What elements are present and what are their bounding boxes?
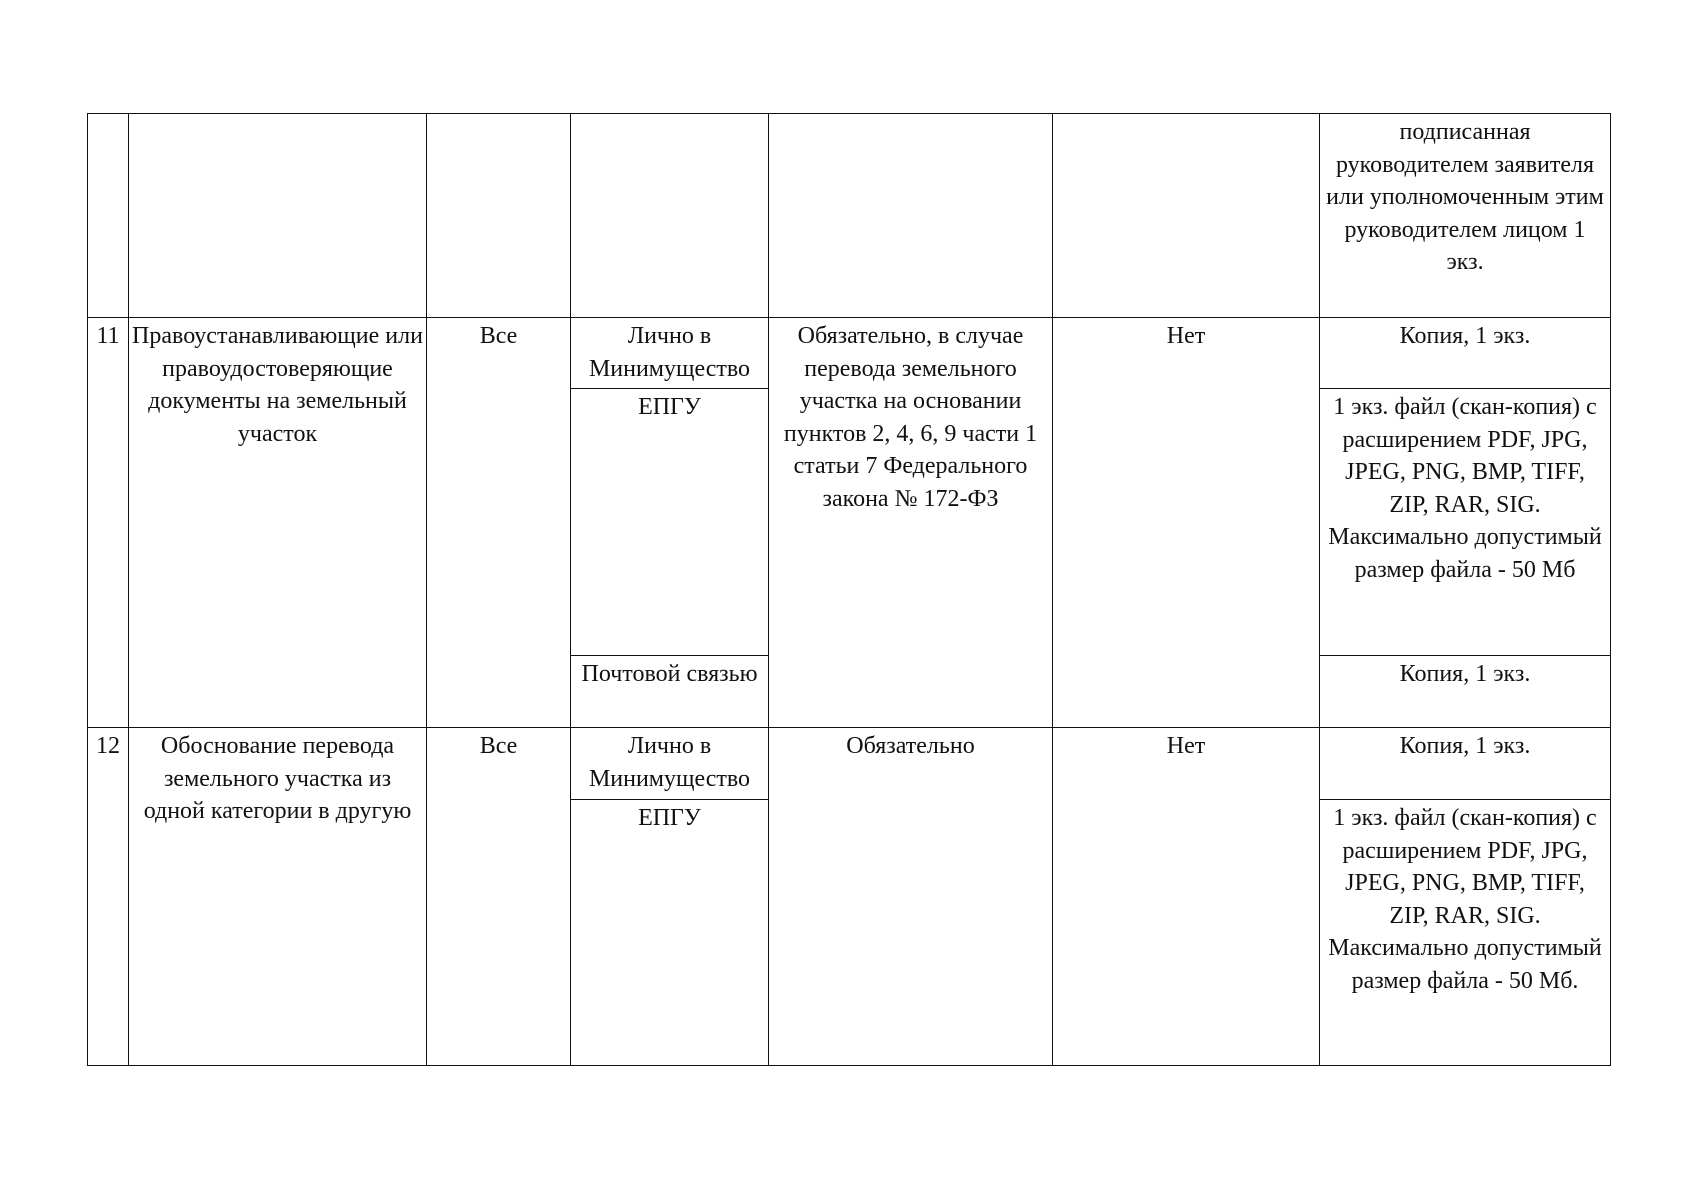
format-text: подписанная руководителем заявителя или уполномоченным этим руководителем лицом 1 экз. bbox=[1326, 119, 1604, 275]
document-name: Правоустанавливающие или правоудостоверяющие документы на земельный участок bbox=[129, 318, 427, 728]
submission-method: Лично в Минимущество bbox=[571, 728, 769, 800]
row-number: 11 bbox=[88, 318, 129, 728]
cell-method bbox=[571, 114, 769, 318]
document-table bbox=[87, 113, 1611, 1066]
table-row-continuation bbox=[88, 114, 1611, 318]
submission-method: ЕПГУ bbox=[571, 800, 769, 1066]
document-format: 1 экз. файл (скан-копия) с расширением PDF, JPG, JPEG, PNG, BMP, TIFF, ZIP, RAR, SIG. Максимально допустимый размер файла - 50 Мб bbox=[1320, 389, 1611, 656]
cell-number bbox=[88, 114, 129, 318]
interdepartmental-request: Нет bbox=[1053, 318, 1320, 728]
document-format: Копия, 1 экз. bbox=[1320, 318, 1611, 389]
submission-method: Почтовой связью bbox=[571, 656, 769, 728]
submission-method: Лично в Минимущество bbox=[571, 318, 769, 389]
cell-format bbox=[1320, 114, 1611, 318]
interdepartmental-request: Нет bbox=[1053, 728, 1320, 1066]
document-format: Копия, 1 экз. bbox=[1320, 656, 1611, 728]
document-name: Обоснование перевода земельного участка из одной категории в другую bbox=[129, 728, 427, 1066]
table-row bbox=[88, 728, 1611, 800]
table-row bbox=[88, 318, 1611, 389]
cell-interdepartmental bbox=[1053, 114, 1320, 318]
applicants: Все bbox=[427, 318, 571, 728]
applicants: Все bbox=[427, 728, 571, 1066]
document-format: Копия, 1 экз. bbox=[1320, 728, 1611, 800]
cell-document bbox=[129, 114, 427, 318]
cell-required bbox=[769, 114, 1053, 318]
row-number: 12 bbox=[88, 728, 129, 1066]
required-condition: Обязательно, в случае перевода земельного участка на основании пунктов 2, 4, 6, 9 части 1 статьи 7 Федерального закона № 172-ФЗ bbox=[769, 318, 1053, 728]
document-format: 1 экз. файл (скан-копия) с расширением PDF, JPG, JPEG, PNG, BMP, TIFF, ZIP, RAR, SIG. Максимально допустимый размер файла - 50 Мб. bbox=[1320, 800, 1611, 1066]
required-condition: Обязательно bbox=[769, 728, 1053, 1066]
submission-method: ЕПГУ bbox=[571, 389, 769, 656]
cell-applicants bbox=[427, 114, 571, 318]
